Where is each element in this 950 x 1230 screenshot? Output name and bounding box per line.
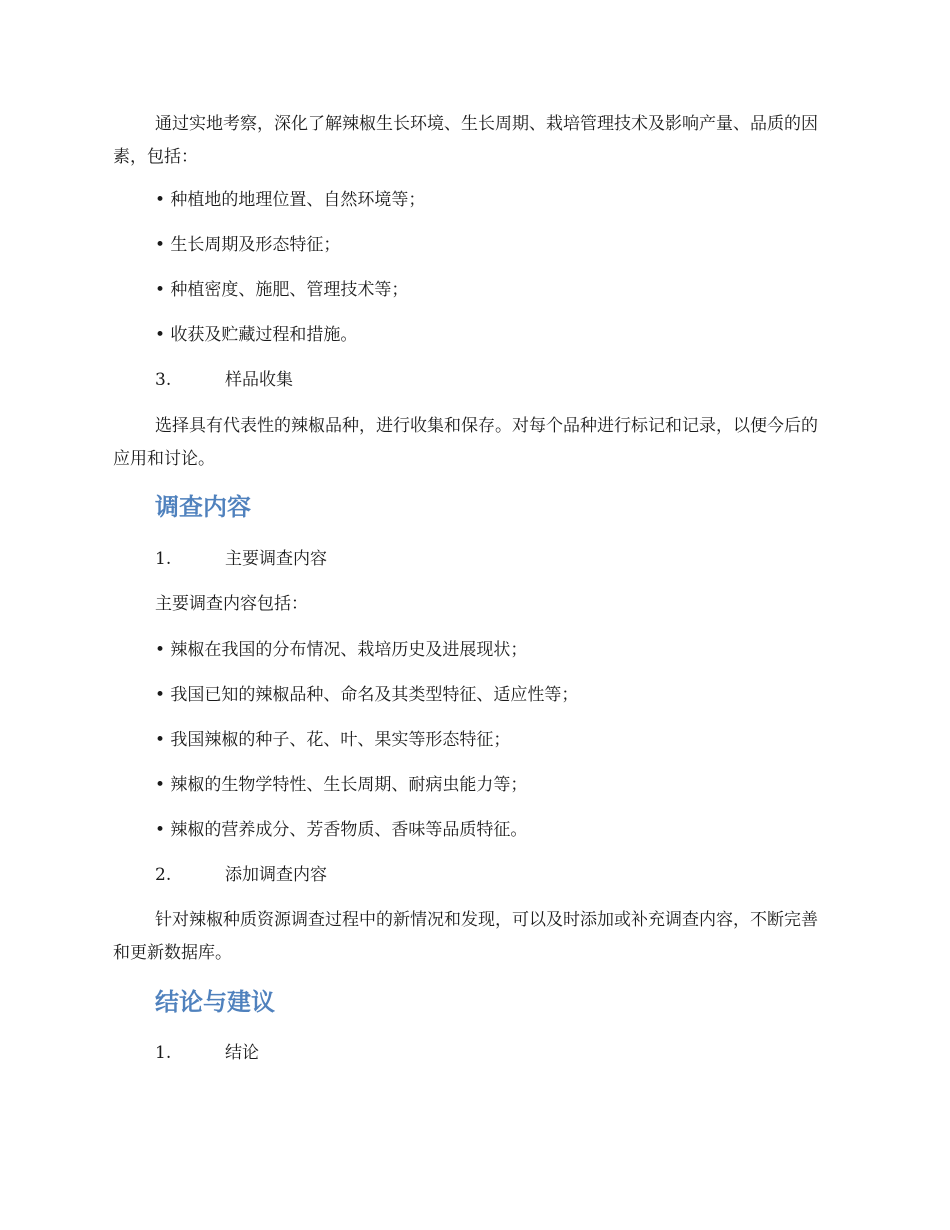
paragraph-sample-collection: 选择具有代表性的辣椒品种，进行收集和保存。对每个品种进行标记和记录，以便今后的应用和讨论。 xyxy=(113,416,818,469)
bullet-item: • 辣椒的营养成分、芳香物质、香味等品质特征。 xyxy=(155,820,528,840)
numbered-item-main-content xyxy=(155,543,835,576)
paragraph-additional-content: 针对辣椒种质资源调查过程中的新情况和发现，可以及时添加或补充调查内容，不断完善和更新数据库。 xyxy=(113,910,818,963)
section-heading-conclusion: 结论与建议 xyxy=(155,988,275,1016)
paragraph-field-survey: 通过实地考察，深化了解辣椒生长环境、生长周期、栽培管理技术及影响产量、品质的因素，包括： xyxy=(113,114,818,167)
bullet-item: • 辣椒在我国的分布情况、栽培历史及进展现状； xyxy=(155,640,528,660)
bullet-item: • 我国辣椒的种子、花、叶、果实等形态特征； xyxy=(155,730,511,750)
item-number: 2. xyxy=(155,865,172,885)
numbered-item-conclusion xyxy=(155,1037,835,1070)
item-label: 结论 xyxy=(225,1043,259,1063)
bullet-item: • 生长周期及形态特征； xyxy=(155,235,341,255)
numbered-item-sample-collection xyxy=(155,364,835,397)
item-number: 1. xyxy=(155,1043,172,1063)
item-label: 添加调查内容 xyxy=(225,865,327,885)
item-label: 主要调查内容 xyxy=(225,549,327,569)
bullet-item: • 种植地的地理位置、自然环境等； xyxy=(155,190,426,210)
bullet-item: • 种植密度、施肥、管理技术等； xyxy=(155,280,409,300)
item-number: 1. xyxy=(155,549,172,569)
bullet-item: • 收获及贮藏过程和措施。 xyxy=(155,325,358,345)
bullet-item: • 我国已知的辣椒品种、命名及其类型特征、适应性等； xyxy=(155,685,579,705)
item-label: 样品收集 xyxy=(225,370,293,390)
paragraph-intro: 主要调查内容包括： xyxy=(155,594,308,614)
item-number: 3. xyxy=(155,370,172,390)
bullet-item: • 辣椒的生物学特性、生长周期、耐病虫能力等； xyxy=(155,775,528,795)
section-heading-survey-content: 调查内容 xyxy=(155,493,251,521)
numbered-item-additional-content xyxy=(155,859,835,892)
